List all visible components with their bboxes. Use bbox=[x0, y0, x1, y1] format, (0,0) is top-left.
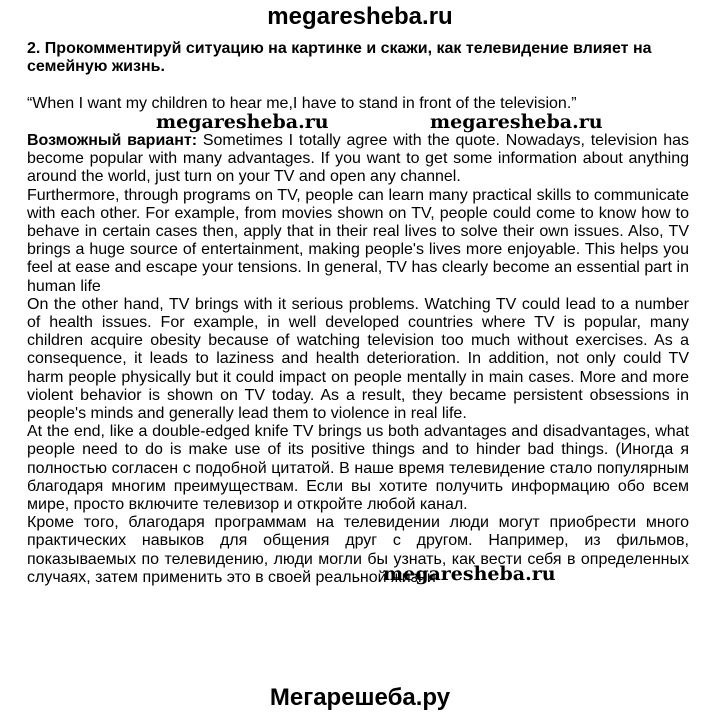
quote-text: “When I want my children to hear me,I have to stand in front of the television.” bbox=[27, 95, 577, 112]
answer-paragraph-3: On the other hand, TV brings with it serious problems. Watching TV could lead to a number of health issues. For example, in well developed countries where TV is popular, many children acquire obesity because of watching television too much without exercises. As a consequence, it leads to laziness and health deterioration. In addition, not only could TV harm people physically but it could impact on people mentally in main cases. More and more violent behavior is shown on TV today. As a result, they became persistent obsessions in people's minds and generally lead them to violence in real life. bbox=[27, 295, 689, 423]
answer-paragraph-5: Кроме того, благодаря программам на телевидении люди могут приобрести много практических навыков для общения друг с другом. Например, из фильмов, показываемых по телевидению, люди могли бы узнать, как вести себя в определенных случаях, затем применить это в своей реальной жизни bbox=[27, 514, 689, 586]
answer-label: Возможный вариант: bbox=[27, 132, 198, 149]
task-title: 2. Прокомментируй ситуацию на картинке и скажи, как телевидение влияет на семейную жизнь. bbox=[27, 40, 652, 75]
answer-paragraph-1-text: Sometimes I totally agree with the quote. Nowadays, television has become popular with many advantages. If you want to get some information about anything around the world, just turn on your TV and open any channel. bbox=[27, 132, 690, 186]
site-footer-title: Мегарешеба.ру bbox=[269, 684, 451, 711]
watermark: megaresheba.ru bbox=[383, 563, 556, 585]
site-header-title: megaresheba.ru bbox=[267, 3, 453, 30]
answer-paragraph-1 bbox=[27, 132, 689, 187]
answer-paragraph-2: Furthermore, through programs on TV, people can learn many practical skills to communicate with each other. For example, from movies shown on TV, people could come to know how to behave in certain cases then, apply that in their real lives to solve their own issues. Also, TV brings a huge source of entertainment, making people's lives more enjoyable. This helps you feel at ease and escape your tensions. In general, TV has clearly become an essential part in human life bbox=[27, 186, 689, 295]
watermark: megaresheba.ru bbox=[430, 111, 603, 133]
answer-paragraph-4: At the end, like a double-edged knife TV brings us both advantages and disadvantages, what people need to do is make use of its positive things and to hinder bad things. (Иногда я полностью согласен с подобной цитатой. В наше время телевидение стало популярным благодаря многим преимуществам. Если вы хотите получить информацию обо всем мире, просто включите телевизор и откройте любой канал. bbox=[27, 423, 689, 514]
answer-text bbox=[27, 132, 689, 587]
watermark: megaresheba.ru bbox=[156, 111, 329, 133]
